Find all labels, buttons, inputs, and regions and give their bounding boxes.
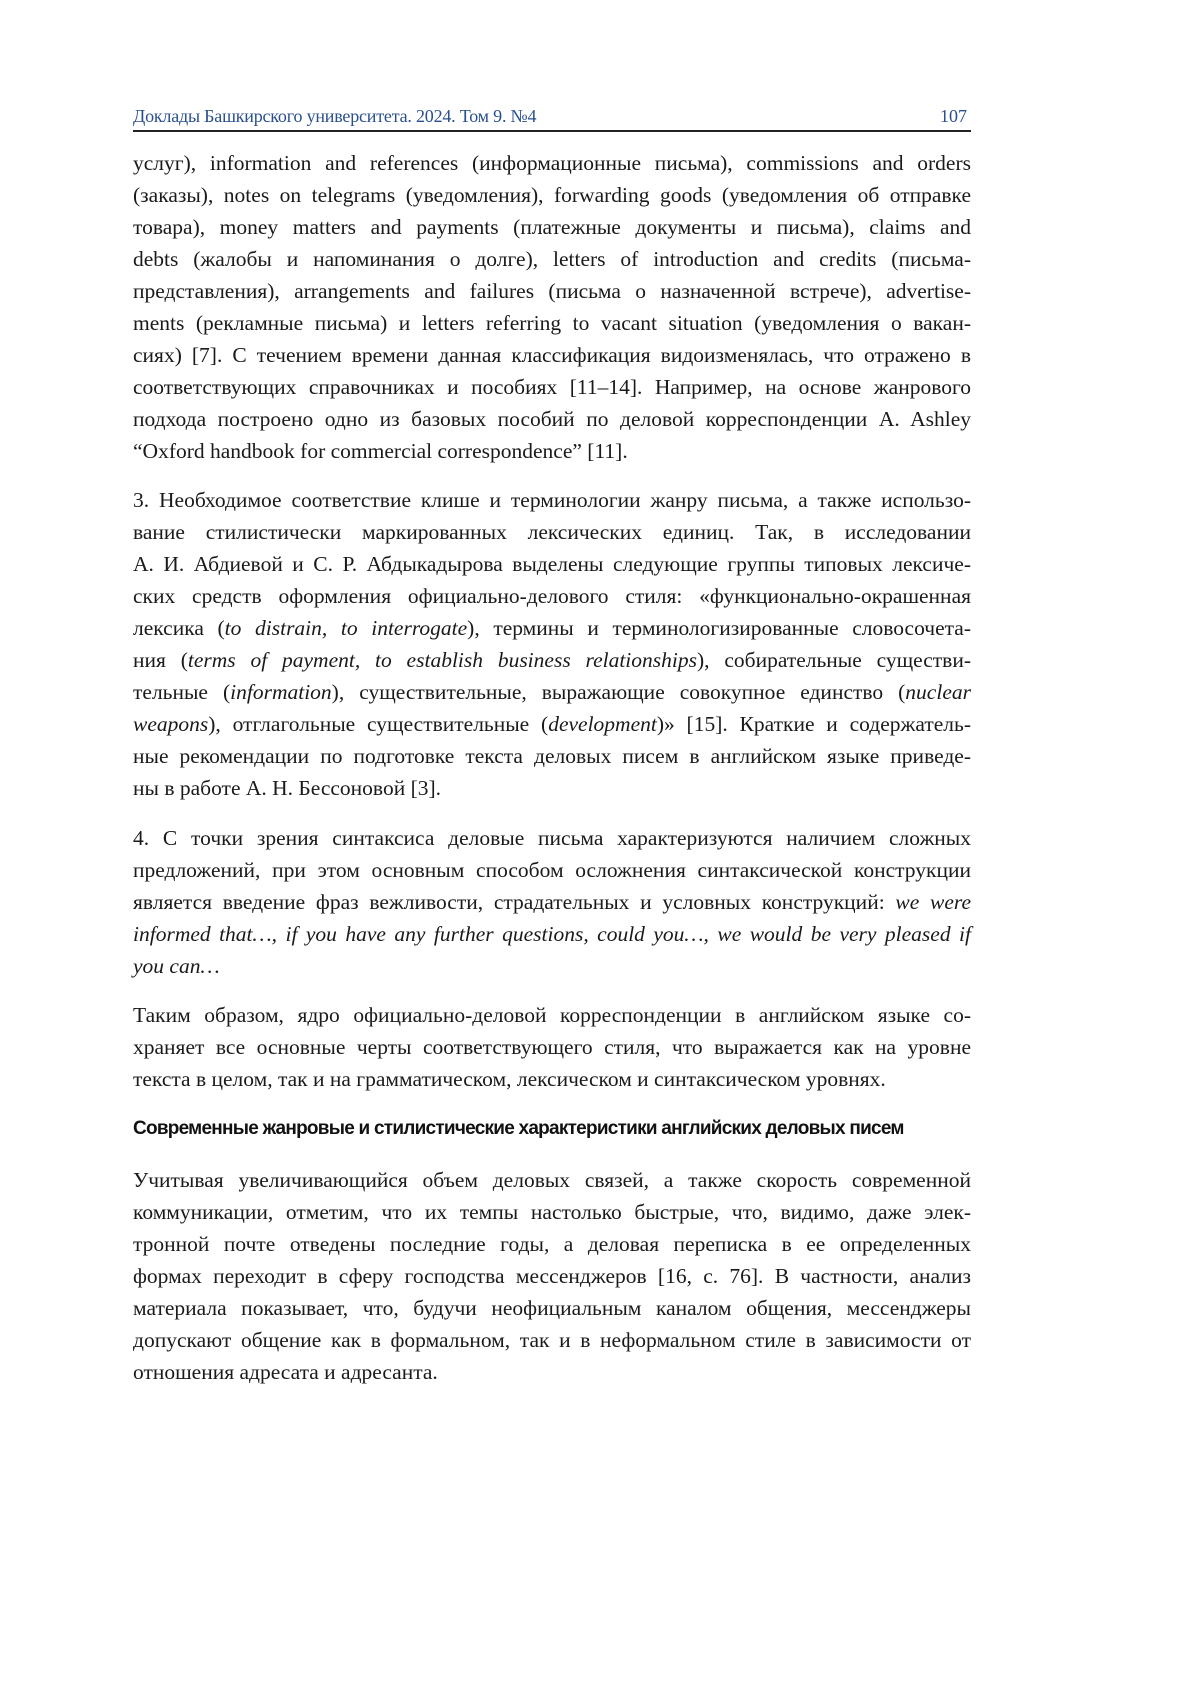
text-segment: соответствующих справочниках и пособиях [11–14]. Например, на основе жанрового <box>133 375 971 399</box>
text-segment: является введение фраз вежливости, страдательных и условных конструкций: <box>133 890 895 914</box>
text-line <box>133 371 971 403</box>
paragraph-point-4 <box>133 822 971 982</box>
text-line <box>133 484 971 516</box>
italic-example-text: you can… <box>133 954 220 978</box>
italic-example-text: informed that…, if you have any further questions, could you…, we would be very pleased if <box>133 922 971 946</box>
text-segment: 3. Необходимое соответствие клише и терминологии жанру письма, а также использо- <box>133 488 971 512</box>
text-segment: представления), arrangements and failures (письма о назначенной встрече), advertise- <box>133 279 971 303</box>
text-segment: ны в работе А. Н. Бессоновой [3]. <box>133 776 441 800</box>
italic-example-text: nuclear <box>905 680 971 704</box>
text-segment: коммуникации, отметим, что их темпы настолько быстрые, что, видимо, даже элек- <box>133 1200 971 1224</box>
text-segment: услуг), information and references (информационные письма), commissions and orders <box>133 151 971 175</box>
text-segment: А. И. Абдиевой и С. Р. Абдыкадырова выделены следующие группы типовых лексиче- <box>133 552 971 576</box>
text-segment: )» [15]. Краткие и содержатель- <box>657 712 971 736</box>
text-line <box>133 950 971 982</box>
text-segment: ), существительные, выражающие совокупное единство ( <box>332 680 906 704</box>
running-header <box>133 104 971 132</box>
text-line <box>133 886 971 918</box>
text-line <box>133 676 971 708</box>
text-segment: товара), money matters and payments (платежные документы и письма), claims and <box>133 215 971 239</box>
text-line <box>133 211 971 243</box>
text-line <box>133 403 971 435</box>
italic-example-text: we were <box>895 890 971 914</box>
text-segment: текста в целом, так и на грамматическом, лексическом и синтаксическом уровнях. <box>133 1067 886 1091</box>
text-line <box>133 1063 971 1095</box>
text-line <box>133 1292 971 1324</box>
text-line <box>133 275 971 307</box>
text-segment: Учитывая увеличивающийся объем деловых связей, а также скорость современной <box>133 1168 971 1192</box>
text-line <box>133 1228 971 1260</box>
section-heading: Современные жанровые и стилистические характеристики английских деловых писем <box>133 1114 973 1144</box>
text-segment: храняет все основные черты соответствующего стиля, что выражается как на уровне <box>133 1035 971 1059</box>
text-line <box>133 243 971 275</box>
text-segment: вание стилистически маркированных лексических единиц. Так, в исследовании <box>133 520 971 544</box>
text-line <box>133 339 971 371</box>
text-line <box>133 435 971 467</box>
text-line <box>133 1356 971 1388</box>
text-line <box>133 1196 971 1228</box>
text-line <box>133 580 971 612</box>
text-line <box>133 772 971 804</box>
text-line <box>133 147 971 179</box>
text-segment: ских средств оформления официально-делового стиля: «функционально-окрашенная <box>133 584 971 608</box>
italic-example-text: to distrain, to interrogate <box>225 616 468 640</box>
text-segment: тельные ( <box>133 680 230 704</box>
text-segment: ), термины и терминологизированные словосочета- <box>467 616 971 640</box>
journal-title: Доклады Башкирского университета. 2024. Том 9. №4 <box>133 106 536 127</box>
text-segment: предложений, при этом основным способом осложнения синтаксической конструкции <box>133 858 971 882</box>
text-segment: (заказы), notes on telegrams (уведомления), forwarding goods (уведомления об отправке <box>133 183 971 207</box>
text-line <box>133 1324 971 1356</box>
paragraph-modern-characteristics <box>133 1164 971 1388</box>
text-line <box>133 854 971 886</box>
paragraph-point-3 <box>133 484 971 804</box>
text-segment: формах переходит в сферу господства мессенджеров [16, с. 76]. В частности, анализ <box>133 1264 971 1288</box>
text-line <box>133 612 971 644</box>
text-segment: сиях) [7]. С течением времени данная классификация видоизменялась, что отражено в <box>133 343 971 367</box>
text-segment: лексика ( <box>133 616 225 640</box>
text-line <box>133 740 971 772</box>
text-segment: ния ( <box>133 648 188 672</box>
text-line <box>133 822 971 854</box>
text-segment: ), отглагольные существительные ( <box>208 712 548 736</box>
italic-example-text: terms of payment, to establish business relationships <box>188 648 697 672</box>
italic-example-text: development <box>548 712 657 736</box>
text-line <box>133 548 971 580</box>
text-segment: ments (рекламные письма) и letters referring to vacant situation (уведомления о вакан- <box>133 311 971 335</box>
text-segment: тронной почте отведены последние годы, а деловая переписка в ее определенных <box>133 1232 971 1256</box>
text-line <box>133 644 971 676</box>
text-segment: Таким образом, ядро официально-деловой корреспонденции в английском языке со- <box>133 1003 971 1027</box>
text-line <box>133 516 971 548</box>
text-segment: ные рекомендации по подготовке текста деловых писем в английском языке приведе- <box>133 744 971 768</box>
paragraph-conclusion <box>133 999 971 1095</box>
text-segment: подхода построено одно из базовых пособий по деловой корреспонденции A. Ashley <box>133 407 971 431</box>
text-line <box>133 918 971 950</box>
text-line <box>133 999 971 1031</box>
text-segment: “Oxford handbook for commercial correspondence” [11]. <box>133 439 628 463</box>
paragraph-classification <box>133 147 971 467</box>
text-segment: debts (жалобы и напоминания о долге), letters of introduction and credits (письма- <box>133 247 971 271</box>
italic-example-text: weapons <box>133 712 208 736</box>
text-segment: ), собирательные существи- <box>697 648 971 672</box>
text-line <box>133 1031 971 1063</box>
text-segment: допускают общение как в формальном, так и в неформальном стиле в зависимости от <box>133 1328 971 1352</box>
text-line <box>133 179 971 211</box>
text-segment: материала показывает, что, будучи неофициальным каналом общения, мессенджеры <box>133 1296 971 1320</box>
page-number: 107 <box>940 106 967 127</box>
text-line <box>133 307 971 339</box>
italic-example-text: information <box>230 680 332 704</box>
text-line <box>133 708 971 740</box>
text-segment: отношения адресата и адресанта. <box>133 1360 438 1384</box>
text-line <box>133 1164 971 1196</box>
text-line <box>133 1260 971 1292</box>
text-segment: 4. С точки зрения синтаксиса деловые письма характеризуются наличием сложных <box>133 826 971 850</box>
